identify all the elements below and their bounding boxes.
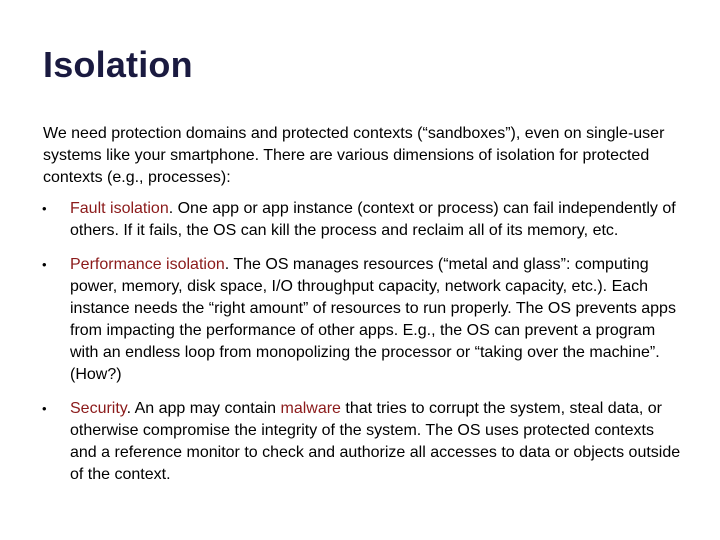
bullet-marker: • <box>42 201 47 216</box>
bullet-fault-isolation <box>43 198 683 242</box>
bullet-body-after: that tries to corrupt the system, steal data, or otherwise compromise the integrity of the system. The OS uses protected contexts and a reference monitor to check and authorize all accesses to data or objects outside of the context. <box>70 400 681 483</box>
bullet-term: Performance isolation <box>70 256 225 273</box>
bullet-security <box>43 398 683 486</box>
bullet-performance-isolation <box>43 254 683 386</box>
slide-title: Isolation <box>43 44 193 85</box>
bullet-term: Security <box>70 400 127 417</box>
bullet-body: . One app or app instance (context or process) can fail independently of others. If it fails, the OS can kill the process and reclaim all of its memory, etc. <box>70 200 676 239</box>
bullet-term: Fault isolation <box>70 200 169 217</box>
bullet-body-before: . An app may contain <box>126 400 281 417</box>
malware-highlight: malware <box>280 400 341 417</box>
intro-paragraph: We need protection domains and protected contexts (“sandboxes”), even on single-user systems like your smartphone. There are various dimensions of isolation for protected contexts (e.g., processes): <box>43 125 665 186</box>
bullet-list <box>43 198 683 486</box>
bullet-body: . The OS manages resources (“metal and glass”: computing power, memory, disk space, I/O throughput capacity, network capacity, etc.). Each instance needs the “right amount” of resources to run properly. The OS prevents apps from impacting the performance of other apps. E.g., the OS can prevent a program with an endless loop from monopolizing the processor or “taking over the machine”. (How?) <box>70 256 676 383</box>
bullet-marker: • <box>42 257 47 272</box>
bullet-marker: • <box>42 401 47 416</box>
